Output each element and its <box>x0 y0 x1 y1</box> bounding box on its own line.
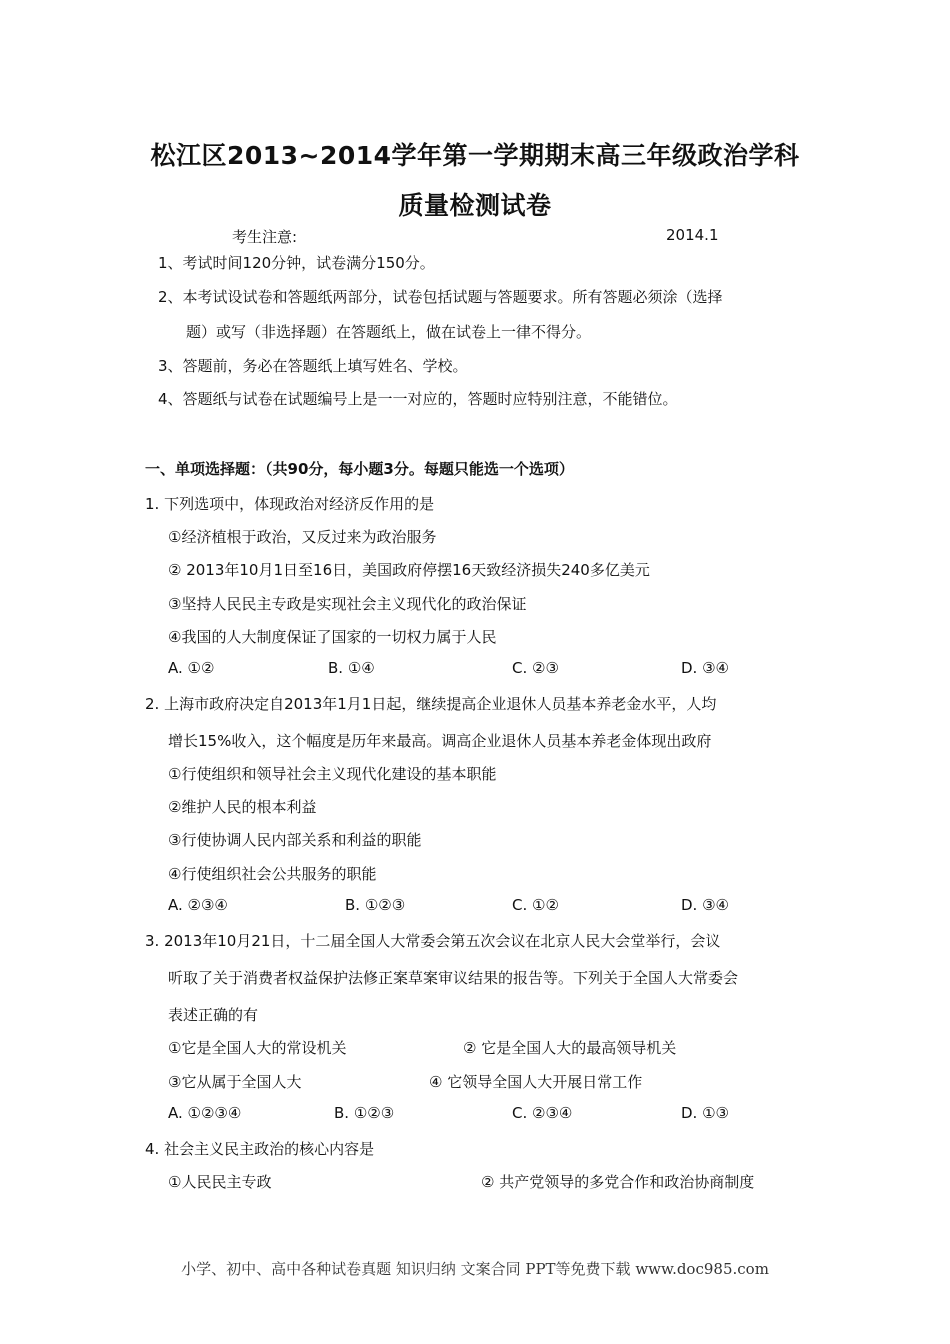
question-stem-cont: 听取了关于消费者权益保护法修正案草案审议结果的报告等。下列关于全国人大常委会 <box>168 969 739 987</box>
question-option: ④行使组织社会公共服务的职能 <box>168 865 377 883</box>
question-option: ③它从属于全国人大 <box>168 1073 302 1091</box>
section-heading: 一、单项选择题：（共90分，每小题3分。每题只能选一个选项） <box>145 460 574 478</box>
notice-item: 3、答题前，务必在答题纸上填写姓名、学校。 <box>158 357 468 375</box>
answer-choice-d: D. ③④ <box>681 659 729 677</box>
answer-choice-d: D. ③④ <box>681 896 729 914</box>
question-option: ①人民民主专政 <box>168 1173 272 1191</box>
answer-choice-a: A. ②③④ <box>168 896 228 914</box>
question-stem-cont: 表述正确的有 <box>168 1006 259 1024</box>
exam-title-line1: 松江区2013~2014学年第一学期期末高三年级政治学科 <box>150 141 800 170</box>
question-option: ①行使组织和领导社会主义现代化建设的基本职能 <box>168 765 497 783</box>
notice-item: 2、本考试设试卷和答题纸两部分，试卷包括试题与答题要求。所有答题必须涂（选择 <box>158 288 723 306</box>
answer-choice-a: A. ①②③④ <box>168 1104 242 1122</box>
question-option: ④我国的人大制度保证了国家的一切权力属于人民 <box>168 628 497 646</box>
question-option: ①经济植根于政治，又反过来为政治服务 <box>168 528 437 546</box>
question-option: ②维护人民的根本利益 <box>168 798 317 816</box>
question-stem: 2. 上海市政府决定自2013年1月1日起，继续提高企业退休人员基本养老金水平，人均 <box>145 695 717 713</box>
answer-choice-c: C. ②③④ <box>512 1104 573 1122</box>
exam-date: 2014.1 <box>666 226 719 244</box>
question-stem: 3. 2013年10月21日，十二届全国人大常委会第五次会议在北京人民大会堂举行，会议 <box>145 932 721 950</box>
answer-choice-b: B. ①②③ <box>345 896 406 914</box>
question-option: ② 它是全国人大的最高领导机关 <box>463 1039 677 1057</box>
question-option: ② 共产党领导的多党合作和政治协商制度 <box>481 1173 755 1191</box>
question-stem-cont: 增长15%收入，这个幅度是历年来最高。调高企业退休人员基本养老金体现出政府 <box>168 732 712 750</box>
exam-title-line2: 质量检测试卷 <box>398 191 552 220</box>
notice-label: 考生注意: <box>232 228 298 246</box>
question-option: ② 2013年10月1日至16日，美国政府停摆16天致经济损失240多亿美元 <box>168 561 650 579</box>
question-option: ③坚持人民民主专政是实现社会主义现代化的政治保证 <box>168 595 527 613</box>
notice-item: 4、答题纸与试卷在试题编号上是一一对应的，答题时应特别注意，不能错位。 <box>158 390 678 408</box>
page-footer: 小学、初中、高中各种试卷真题 知识归纳 文案合同 PPT等免费下载 www.doc985.com <box>181 1260 769 1278</box>
answer-choice-c: C. ②③ <box>512 659 559 677</box>
answer-choice-d: D. ①③ <box>681 1104 729 1122</box>
notice-item: 题）或写（非选择题）在答题纸上，做在试卷上一律不得分。 <box>186 323 592 341</box>
question-stem: 1. 下列选项中，体现政治对经济反作用的是 <box>145 495 435 513</box>
question-option: ①它是全国人大的常设机关 <box>168 1039 347 1057</box>
notice-item: 1、考试时间120分钟，试卷满分150分。 <box>158 254 435 272</box>
question-option: ④ 它领导全国人大开展日常工作 <box>429 1073 643 1091</box>
question-stem: 4. 社会主义民主政治的核心内容是 <box>145 1140 375 1158</box>
answer-choice-c: C. ①② <box>512 896 559 914</box>
answer-choice-b: B. ①②③ <box>334 1104 395 1122</box>
answer-choice-a: A. ①② <box>168 659 215 677</box>
question-option: ③行使协调人民内部关系和利益的职能 <box>168 831 422 849</box>
answer-choice-b: B. ①④ <box>328 659 375 677</box>
